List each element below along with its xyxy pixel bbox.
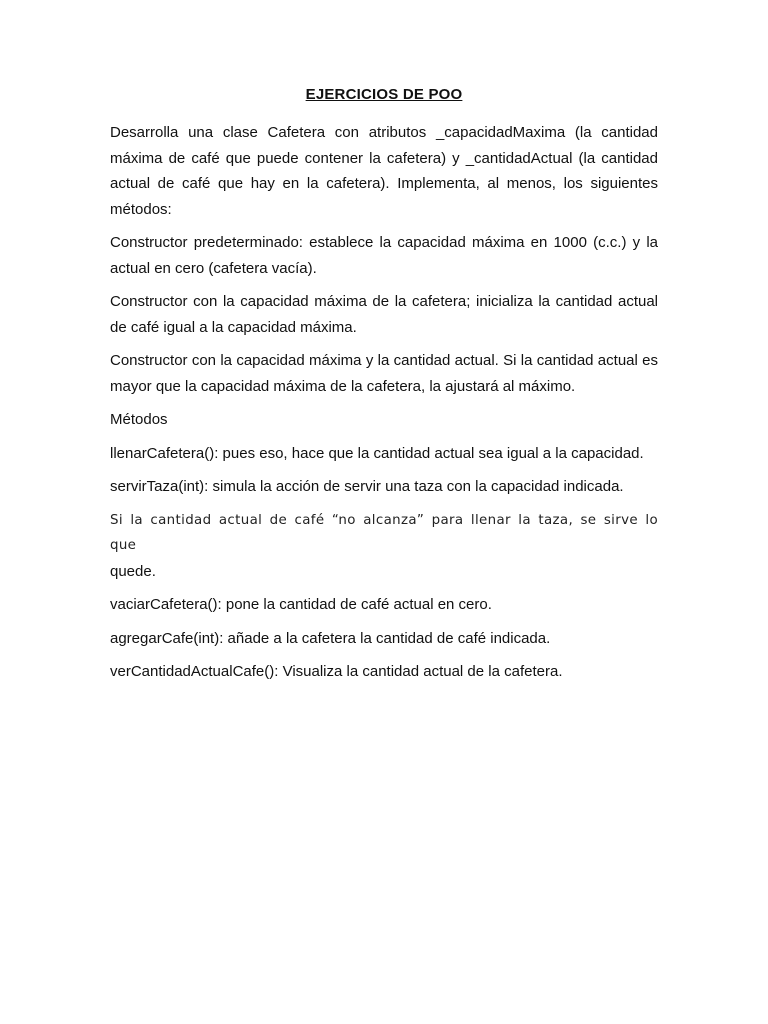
methods-heading: Métodos <box>110 411 168 428</box>
paragraph-constructor-both: Constructor con la capacidad máxima y la cantidad actual. Si la cantidad actual es mayor que la capacidad máxima de la cafetera, la ajustará al máximo. <box>110 352 658 395</box>
paragraph-servir-note <box>110 508 658 585</box>
paragraph-ver-cantidad: verCantidadActualCafe(): Visualiza la cantidad actual de la cafetera. <box>110 663 563 680</box>
paragraph-agregar-cafe: agregarCafe(int): añade a la cafetera la cantidad de café indicada. <box>110 629 551 647</box>
document-body <box>110 84 658 693</box>
paragraph-llenar-cafetera: llenarCafetera(): pues eso, hace que la cantidad actual sea igual a la capacidad. <box>110 444 644 462</box>
paragraph-constructor-capacity: Constructor con la capacidad máxima de la cafetera; inicializa la cantidad actual de café igual a la capacidad máxima. <box>110 293 658 336</box>
servir-note-line2: quede. <box>110 562 156 580</box>
paragraph-intro: Desarrolla una clase Cafetera con atributos _capacidadMaxima (la cantidad máxima de café que puede contener la cafetera) y _cantidadActual (la cantidad actual de café que hay en la cafetera). Implementa, al menos, los siguientes métodos: <box>110 124 658 218</box>
servir-note-line1: Si la cantidad actual de café “no alcanza” para llenar la taza, se sirve lo que <box>110 512 658 553</box>
paragraph-constructor-default: Constructor predeterminado: establece la capacidad máxima en 1000 (c.c.) y la actual en cero (cafetera vacía). <box>110 234 658 277</box>
document-title: EJERCICIOS DE POO <box>305 86 463 103</box>
paragraph-servir-taza: servirTaza(int): simula la acción de servir una taza con la capacidad indicada. <box>110 478 624 495</box>
paragraph-vaciar-cafetera: vaciarCafetera(): pone la cantidad de café actual en cero. <box>110 596 492 613</box>
